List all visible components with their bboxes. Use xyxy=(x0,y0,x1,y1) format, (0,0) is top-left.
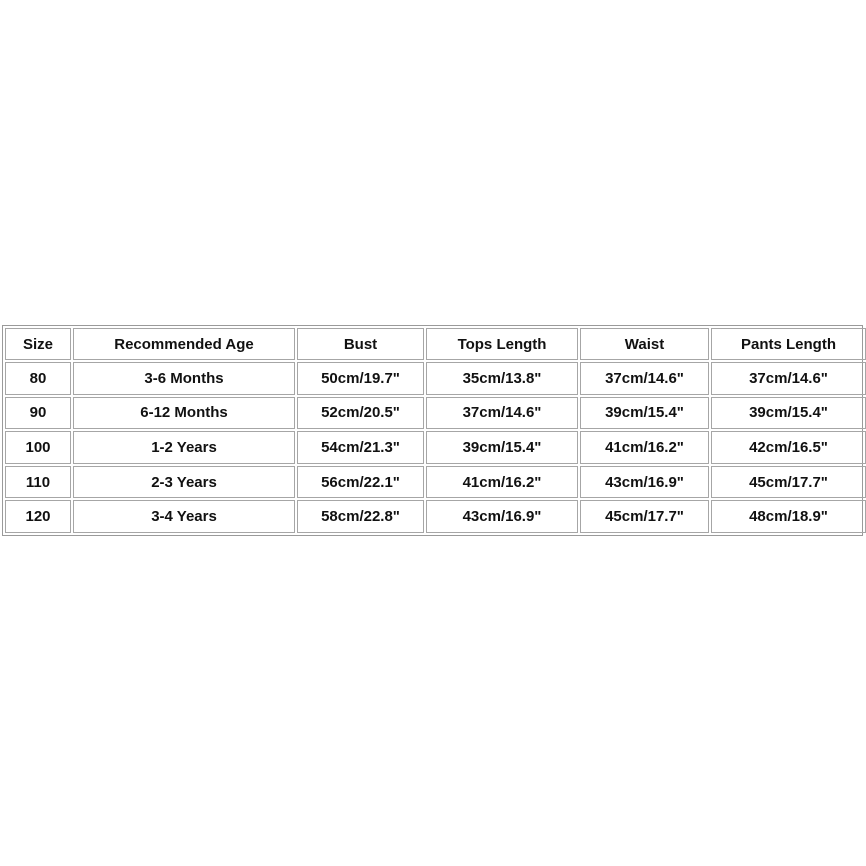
cell-tops-length: 35cm/13.8" xyxy=(426,362,578,395)
cell-recommended-age: 1-2 Years xyxy=(73,431,295,464)
table-row xyxy=(5,500,866,533)
cell-bust: 50cm/19.7" xyxy=(297,362,424,395)
table-row xyxy=(5,431,866,464)
cell-size: 90 xyxy=(5,397,71,430)
cell-pants-length: 37cm/14.6" xyxy=(711,362,866,395)
cell-bust: 52cm/20.5" xyxy=(297,397,424,430)
cell-tops-length: 41cm/16.2" xyxy=(426,466,578,499)
cell-tops-length: 37cm/14.6" xyxy=(426,397,578,430)
header-pants-length: Pants Length xyxy=(711,328,866,360)
cell-waist: 41cm/16.2" xyxy=(580,431,709,464)
header-waist: Waist xyxy=(580,328,709,360)
cell-bust: 56cm/22.1" xyxy=(297,466,424,499)
cell-tops-length: 39cm/15.4" xyxy=(426,431,578,464)
cell-size: 80 xyxy=(5,362,71,395)
header-row xyxy=(5,328,866,360)
cell-pants-length: 42cm/16.5" xyxy=(711,431,866,464)
cell-recommended-age: 6-12 Months xyxy=(73,397,295,430)
cell-size: 100 xyxy=(5,431,71,464)
table-row xyxy=(5,397,866,430)
cell-recommended-age: 3-6 Months xyxy=(73,362,295,395)
table-row xyxy=(5,362,866,395)
cell-pants-length: 39cm/15.4" xyxy=(711,397,866,430)
cell-tops-length: 43cm/16.9" xyxy=(426,500,578,533)
table-row xyxy=(5,466,866,499)
size-chart xyxy=(2,325,863,536)
cell-waist: 45cm/17.7" xyxy=(580,500,709,533)
cell-recommended-age: 2-3 Years xyxy=(73,466,295,499)
cell-pants-length: 48cm/18.9" xyxy=(711,500,866,533)
cell-waist: 37cm/14.6" xyxy=(580,362,709,395)
cell-bust: 58cm/22.8" xyxy=(297,500,424,533)
header-recommended-age: Recommended Age xyxy=(73,328,295,360)
header-bust: Bust xyxy=(297,328,424,360)
cell-recommended-age: 3-4 Years xyxy=(73,500,295,533)
cell-pants-length: 45cm/17.7" xyxy=(711,466,866,499)
cell-size: 110 xyxy=(5,466,71,499)
size-table xyxy=(3,326,866,535)
header-size: Size xyxy=(5,328,71,360)
cell-size: 120 xyxy=(5,500,71,533)
header-tops-length: Tops Length xyxy=(426,328,578,360)
cell-bust: 54cm/21.3" xyxy=(297,431,424,464)
cell-waist: 43cm/16.9" xyxy=(580,466,709,499)
cell-waist: 39cm/15.4" xyxy=(580,397,709,430)
